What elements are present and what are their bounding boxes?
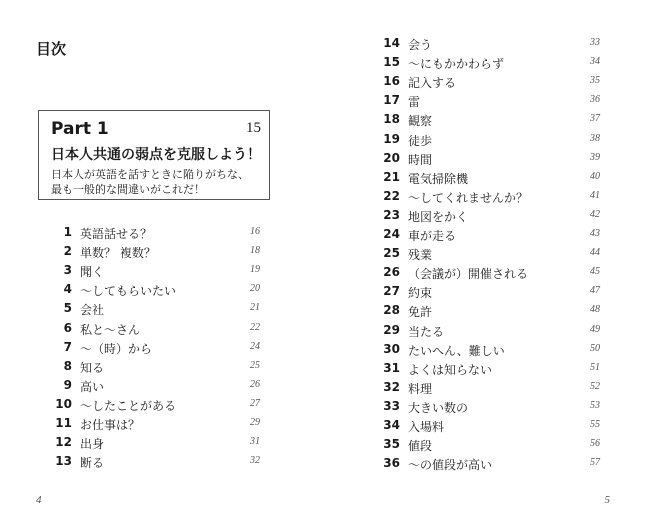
toc-entry-page: 18 (250, 245, 260, 257)
toc-entry-page: 19 (250, 264, 260, 276)
toc-entry-title: 値段 (408, 439, 433, 454)
part-box (38, 110, 270, 200)
toc-entry-number: 20 (383, 150, 400, 165)
toc-entry (50, 301, 260, 320)
toc-entry (378, 323, 600, 342)
toc-entry-title: 観察 (408, 114, 433, 129)
part-description (51, 167, 249, 197)
part-label: Part 1 (51, 119, 109, 139)
toc-entry (378, 380, 600, 399)
toc-entry-page: 56 (590, 438, 600, 450)
toc-entry-title: 約束 (408, 286, 433, 301)
toc-entry (378, 132, 600, 151)
toc-entry-title: 大きい数の (408, 400, 469, 415)
toc-entry-title: 会社 (80, 303, 105, 318)
toc-entry-number: 27 (383, 284, 400, 299)
toc-entry (50, 263, 260, 282)
toc-entry (378, 74, 600, 93)
toc-entry-page: 31 (250, 436, 260, 448)
toc-entry-page: 26 (250, 378, 260, 390)
toc-entry-number: 32 (383, 379, 400, 394)
toc-entry-title: 高い (80, 379, 105, 394)
toc-entry-title: 料理 (408, 381, 433, 396)
toc-entry (378, 399, 600, 418)
toc-entry-number: 34 (383, 418, 400, 432)
toc-entry (378, 342, 600, 361)
toc-entry-page: 36 (590, 94, 600, 106)
toc-entry (378, 456, 600, 475)
toc-entry-page: 33 (590, 37, 600, 48)
toc-entry (378, 112, 600, 131)
toc-entry-page: 40 (590, 170, 600, 182)
toc-entry-title: お仕事は？ (80, 418, 141, 432)
toc-entry-number: 4 (63, 282, 72, 297)
toc-entry-page: 20 (250, 283, 260, 295)
toc-entry-number: 19 (383, 131, 400, 146)
toc-entry-number: 28 (383, 303, 400, 318)
toc-entry-page: 42 (590, 208, 600, 220)
page-title: 目次 (36, 40, 67, 58)
toc-entry-number: 16 (383, 74, 400, 89)
toc-entry-page: 50 (590, 342, 600, 354)
toc-entry-title: 車が走る (408, 229, 457, 243)
toc-entry (50, 244, 260, 263)
toc-entry-title: 免許 (408, 305, 433, 320)
toc-entry-page: 29 (250, 417, 260, 428)
toc-entry (378, 265, 600, 284)
toc-entry (378, 189, 600, 208)
toc-entry-page: 37 (590, 113, 600, 125)
toc-entry-number: 5 (63, 301, 72, 316)
toc-entry-page: 34 (590, 56, 600, 68)
toc-entry-number: 33 (383, 398, 400, 413)
toc-entry-number: 24 (383, 227, 400, 241)
toc-entry-title: 時間 (408, 152, 433, 167)
toc-entry-title: 出身 (80, 437, 105, 452)
toc-entry-title: 電気掃除機 (408, 171, 469, 186)
page-number-right: 5 (604, 494, 610, 506)
toc-entry-number: 17 (383, 93, 400, 108)
toc-entry-title: 徒歩 (408, 133, 433, 148)
toc-entry-number: 25 (383, 246, 400, 261)
toc-entry-page: 32 (250, 455, 260, 467)
toc-entry-title: 英語話せる？ (80, 227, 153, 241)
toc-entry-number: 22 (383, 188, 400, 203)
toc-entry-title: 会う (408, 38, 433, 52)
toc-entry-page: 27 (250, 397, 260, 409)
toc-entry (378, 284, 600, 303)
toc-entry-title: 入場料 (408, 420, 445, 434)
toc-entry-title: ～にもかかわらず (408, 57, 505, 72)
page-number-left: 4 (36, 494, 42, 506)
toc-entry-title: ～の値段が高い (408, 458, 493, 473)
toc-entry-title: 地図をかく (408, 209, 469, 224)
toc-entry-number: 11 (55, 416, 72, 430)
toc-entry-number: 6 (63, 320, 72, 335)
toc-entry-number: 29 (383, 322, 400, 337)
toc-entry-page: 22 (250, 321, 260, 333)
toc-entry-page: 55 (590, 419, 600, 430)
part-page-number: 15 (246, 120, 261, 136)
toc-entry-title: ～してもらいたい (80, 284, 177, 299)
toc-entry-title: ～したことがある (80, 398, 177, 413)
toc-entry (50, 435, 260, 454)
toc-entry (50, 340, 260, 359)
toc-entry-title: ～してくれませんか？ (408, 190, 529, 205)
toc-entry-title: 私と～さん (80, 322, 141, 337)
toc-entry-title: 断る (80, 456, 105, 471)
toc-entry-number: 10 (55, 396, 72, 411)
part-description-line: 日本人が英語を話すときに陥りがちな、 (51, 168, 249, 181)
toc-entry (378, 246, 600, 265)
toc-entry-page: 25 (250, 359, 260, 371)
toc-entry-number: 9 (63, 377, 72, 392)
toc-entry (50, 359, 260, 378)
toc-entry-page: 45 (590, 266, 600, 278)
toc-entry-number: 3 (63, 263, 72, 278)
toc-entry-page: 49 (590, 323, 600, 335)
toc-entry-number: 7 (63, 339, 72, 354)
toc-entry-page: 57 (590, 457, 600, 469)
toc-entry-page: 38 (590, 132, 600, 144)
toc-entry-title: よくは知らない (408, 362, 493, 377)
toc-entry (50, 225, 260, 244)
toc-entry (378, 55, 600, 74)
toc-entry-title: 雷 (408, 95, 421, 110)
toc-entry-title: ～（時）から (80, 341, 153, 356)
toc-entry-page: 41 (590, 189, 600, 201)
toc-entry-title: 記入する (408, 76, 457, 91)
toc-entry-page: 16 (250, 226, 260, 237)
toc-entry (378, 418, 600, 437)
toc-entry-number: 31 (383, 360, 400, 375)
toc-entry-page: 35 (590, 75, 600, 87)
toc-entry-number: 15 (383, 55, 400, 70)
toc-entry-number: 1 (63, 225, 72, 239)
toc-entry-title: 当たる (408, 324, 445, 339)
toc-entry (50, 282, 260, 301)
toc-entry-number: 21 (383, 169, 400, 184)
toc-entry-page: 24 (250, 340, 260, 352)
toc-entry-title: 聞く (80, 265, 105, 280)
toc-entry (378, 36, 600, 55)
toc-entry-title: 単数？ 複数？ (80, 246, 156, 261)
toc-entry-page: 44 (590, 247, 600, 259)
toc-entry-page: 43 (590, 228, 600, 239)
toc-entry (378, 361, 600, 380)
toc-entry (50, 378, 260, 397)
toc-entry (378, 208, 600, 227)
toc-entry-number: 8 (63, 358, 72, 373)
toc-entry (378, 151, 600, 170)
part-description-line: 最も一般的な間違いがこれだ！ (51, 183, 205, 196)
toc-entry-title: （会議が）開催される (408, 267, 529, 282)
part-heading: 日本人共通の弱点を克服しよう！ (51, 147, 261, 163)
toc-entry-number: 2 (63, 244, 72, 259)
toc-entry (378, 170, 600, 189)
toc-entry-page: 52 (590, 380, 600, 392)
toc-entry-number: 13 (55, 454, 72, 469)
toc-entry-number: 30 (383, 341, 400, 356)
toc-entry (50, 416, 260, 435)
toc-entry (378, 227, 600, 246)
toc-entry-page: 39 (590, 151, 600, 163)
toc-entry (378, 303, 600, 322)
toc-entry-number: 14 (383, 36, 400, 50)
toc-entry-number: 12 (55, 435, 72, 450)
toc-entry-page: 48 (590, 304, 600, 316)
toc-entry (50, 454, 260, 473)
toc-entry-page: 51 (590, 361, 600, 373)
toc-entry (378, 93, 600, 112)
toc-entry-number: 26 (383, 265, 400, 280)
toc-entry-page: 53 (590, 399, 600, 411)
toc-entry-page: 21 (250, 302, 260, 314)
toc-entry-title: たいへん、難しい (408, 343, 505, 358)
toc-entry-number: 35 (383, 437, 400, 452)
toc-entry-title: 残業 (408, 248, 433, 263)
toc-entry-number: 18 (383, 112, 400, 127)
toc-entry-page: 47 (590, 285, 600, 297)
toc-entry (50, 321, 260, 340)
toc-entry-title: 知る (80, 360, 105, 375)
toc-entry-number: 23 (383, 207, 400, 222)
toc-entry (50, 397, 260, 416)
toc-entry (378, 437, 600, 456)
toc-entry-number: 36 (383, 456, 400, 471)
